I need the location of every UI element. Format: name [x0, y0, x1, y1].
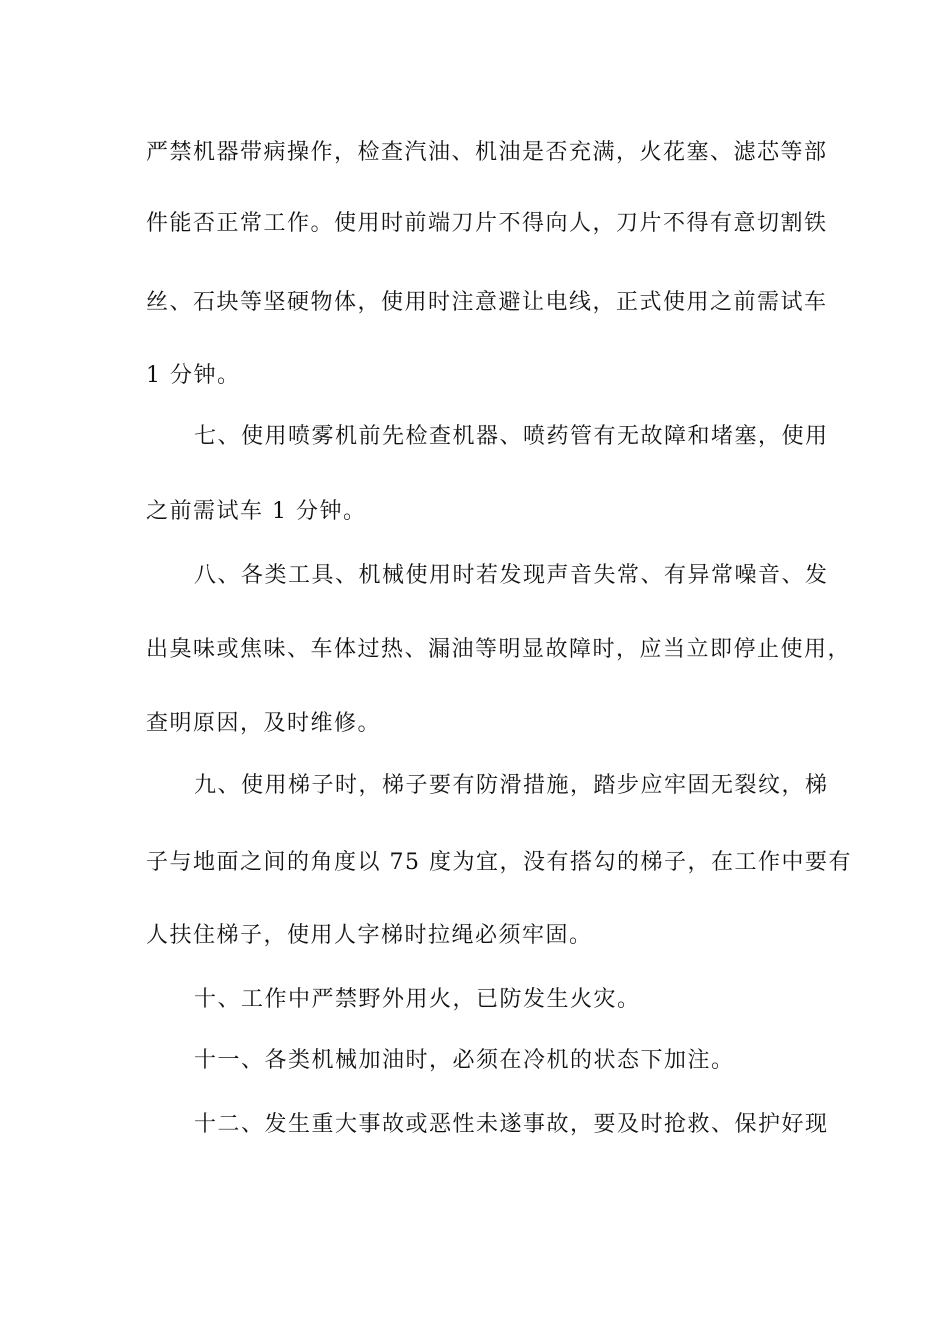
item-10-line: 十、工作中严禁野外用火，已防发生火灾。	[194, 987, 641, 1012]
text-line-3: 丝、石块等坚硬物体，使用时注意避让电线，正式使用之前需试车	[146, 290, 828, 315]
text-line-2: 件能否正常工作。使用时前端刀片不得向人，刀片不得有意切割铁	[146, 211, 828, 236]
item-9-line-1: 九、使用梯子时，梯子要有防滑措施，踏步应牢固无裂纹，梯	[194, 773, 829, 798]
item-11-line: 十一、各类机械加油时，必须在冷机的状态下加注。	[194, 1048, 735, 1073]
item-9-line-3: 人扶住梯子，使用人字梯时拉绳必须牢固。	[146, 923, 593, 948]
item-9-line-2: 子与地面之间的角度以 75 度为宜，没有搭勾的梯子，在工作中要有	[146, 850, 852, 875]
item-12-line-1: 十二、发生重大事故或恶性未遂事故，要及时抢救、保护好现	[194, 1112, 829, 1137]
item-7-line-2: 之前需试车 1 分钟。	[146, 499, 367, 524]
item-8-line-1: 八、各类工具、机械使用时若发现声音失常、有异常噪音、发	[194, 563, 829, 588]
text-line-1: 严禁机器带病操作，检查汽油、机油是否充满，火花塞、滤芯等部	[146, 140, 828, 165]
item-7-line-1: 七、使用喷雾机前先检查机器、喷药管有无故障和堵塞，使用	[194, 424, 829, 449]
item-8-line-3: 查明原因，及时维修。	[146, 711, 382, 736]
item-8-line-2: 出臭味或焦味、车体过热、漏油等明显故障时，应当立即停止使用，	[146, 637, 852, 662]
text-line-4: 1 分钟。	[146, 363, 241, 388]
